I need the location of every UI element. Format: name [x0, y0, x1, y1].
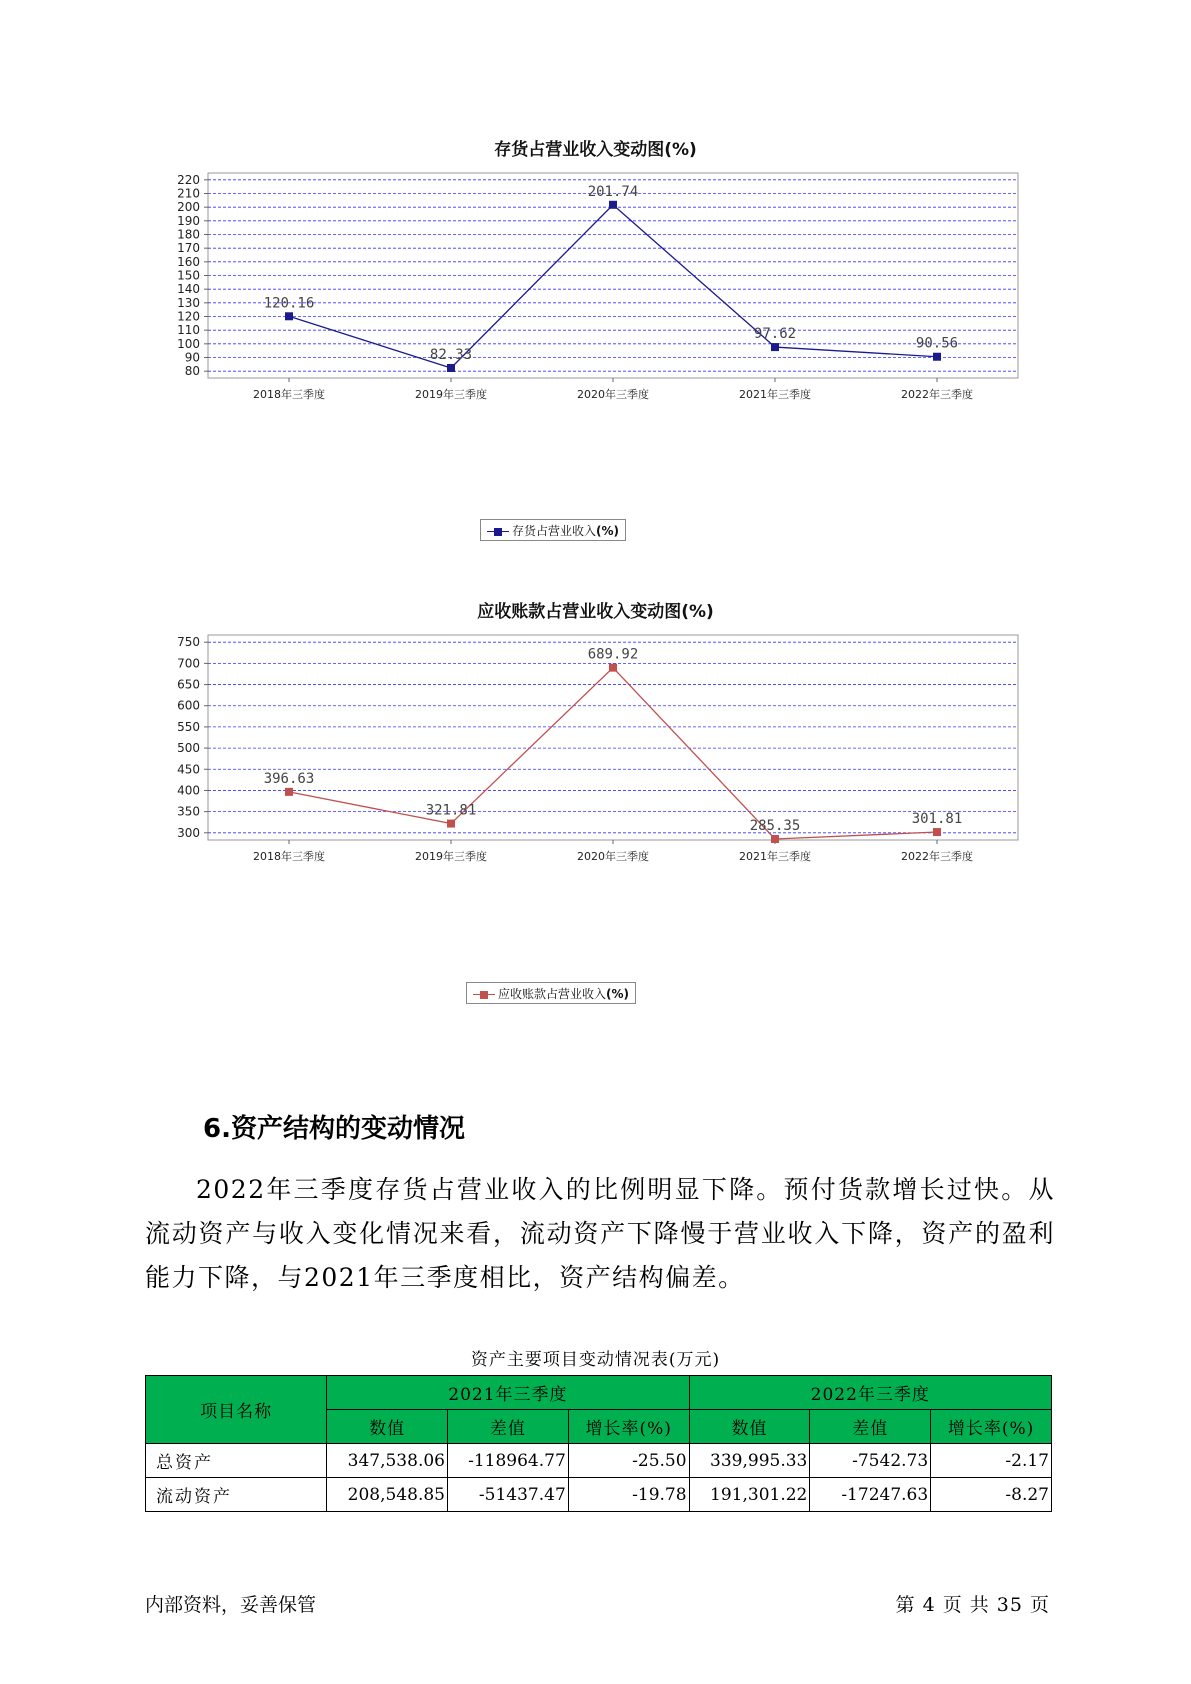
- x-tick-label: 2018年三季度: [253, 850, 325, 863]
- subheader-growth: 增长率(%): [568, 1410, 689, 1444]
- cell: -118964.77: [447, 1444, 568, 1478]
- footer-confidential-note: 内部资料，妥善保管: [145, 1594, 317, 1616]
- y-tick-label: 210: [177, 186, 200, 201]
- data-label: 90.56: [915, 335, 959, 352]
- legend-label: 存货占营业收入: [512, 524, 597, 538]
- cell: 347,538.06: [327, 1444, 448, 1478]
- legend-unit: (%): [606, 987, 630, 1001]
- y-tick-label: 140: [177, 282, 200, 297]
- cell: -7542.73: [810, 1444, 931, 1478]
- section-heading: 6.资产结构的变动情况: [203, 1114, 465, 1144]
- y-tick-label: 170: [177, 241, 200, 256]
- cell: -19.78: [568, 1478, 689, 1512]
- header-group-2021: 2021年三季度: [327, 1376, 689, 1410]
- data-label: 97.62: [753, 326, 797, 343]
- subheader-diff: 差值: [810, 1410, 931, 1444]
- y-tick-label: 180: [177, 227, 200, 242]
- y-tick-label: 700: [177, 656, 200, 671]
- subheader-growth: 增长率(%): [931, 1410, 1052, 1444]
- chart-title-receivables: 应收账款占营业收入变动图(%): [477, 602, 714, 622]
- y-tick-label: 100: [177, 336, 200, 351]
- cell: 339,995.33: [689, 1444, 810, 1478]
- x-tick-label: 2022年三季度: [901, 850, 973, 863]
- data-point: [609, 664, 617, 672]
- table-row: [146, 1478, 1052, 1512]
- y-tick-label: 190: [177, 213, 200, 228]
- y-tick-label: 80: [184, 364, 200, 379]
- receivables-ratio-chart: [0, 612, 1191, 982]
- cell: -25.50: [568, 1444, 689, 1478]
- y-tick-label: 130: [177, 295, 200, 310]
- x-tick-label: 2018年三季度: [253, 388, 325, 401]
- legend-marker-icon: [473, 990, 495, 1000]
- y-tick-label: 350: [177, 804, 200, 819]
- y-tick-label: 550: [177, 719, 200, 734]
- data-label: 689.92: [587, 646, 639, 663]
- y-tick-label: 450: [177, 762, 200, 777]
- y-tick-label: 150: [177, 268, 200, 283]
- cell: 191,301.22: [689, 1478, 810, 1512]
- y-tick-label: 600: [177, 698, 200, 713]
- table-caption: 资产主要项目变动情况表(万元): [470, 1350, 721, 1370]
- inventory-ratio-chart: [0, 150, 1191, 520]
- cell: 208,548.85: [327, 1478, 448, 1512]
- row-name: 总资产: [146, 1444, 327, 1478]
- data-point: [933, 828, 941, 836]
- data-point: [771, 343, 779, 351]
- subheader-value: 数值: [327, 1410, 448, 1444]
- x-tick-label: 2021年三季度: [739, 850, 811, 863]
- cell: -2.17: [931, 1444, 1052, 1478]
- data-label: 82.33: [429, 346, 473, 363]
- y-tick-label: 160: [177, 254, 200, 269]
- data-point: [609, 201, 617, 209]
- y-tick-label: 300: [177, 825, 200, 840]
- data-label: 301.81: [911, 811, 963, 828]
- table-header-row: [146, 1376, 1052, 1410]
- legend-inventory: [480, 519, 626, 541]
- y-tick-label: 500: [177, 741, 200, 756]
- table-row: [146, 1444, 1052, 1478]
- data-label: 396.63: [263, 770, 315, 787]
- data-point: [933, 353, 941, 361]
- data-label: 120.16: [263, 295, 315, 312]
- y-tick-label: 200: [177, 200, 200, 215]
- x-tick-label: 2020年三季度: [577, 850, 649, 863]
- y-tick-label: 400: [177, 783, 200, 798]
- y-tick-label: 90: [184, 350, 200, 365]
- data-point: [285, 312, 293, 320]
- y-tick-label: 650: [177, 677, 200, 692]
- chart-title-inventory: 存货占营业收入变动图(%): [494, 140, 697, 160]
- data-label: 321.81: [425, 802, 477, 819]
- data-point: [447, 820, 455, 828]
- data-point: [285, 788, 293, 796]
- cell: -17247.63: [810, 1478, 931, 1512]
- x-tick-label: 2022年三季度: [901, 388, 973, 401]
- legend-marker-icon: [487, 527, 509, 537]
- x-tick-label: 2021年三季度: [739, 388, 811, 401]
- cell: -8.27: [931, 1478, 1052, 1512]
- legend-label: 应收账款占营业收入: [498, 987, 607, 1001]
- y-tick-label: 120: [177, 309, 200, 324]
- y-tick-label: 750: [177, 635, 200, 650]
- row-name: 流动资产: [146, 1478, 327, 1512]
- data-point: [447, 364, 455, 372]
- data-label: 285.35: [749, 818, 801, 835]
- legend-receivables: [466, 982, 636, 1004]
- legend-unit: (%): [596, 524, 620, 538]
- data-point: [771, 835, 779, 843]
- x-tick-label: 2019年三季度: [415, 388, 487, 401]
- footer-page-number: 第 4 页 共 35 页: [895, 1594, 1050, 1616]
- cell: -51437.47: [447, 1478, 568, 1512]
- x-tick-label: 2020年三季度: [577, 388, 649, 401]
- header-item-name: 项目名称: [146, 1376, 327, 1444]
- subheader-diff: 差值: [447, 1410, 568, 1444]
- asset-change-table: [145, 1375, 1052, 1512]
- y-tick-label: 110: [177, 323, 200, 338]
- y-tick-label: 220: [177, 172, 200, 187]
- section-paragraph: 2022年三季度存货占营业收入的比例明显下降。预付货款增长过快。从流动资产与收入变化情况来看，流动资产下降慢于营业收入下降，资产的盈利能力下降，与2021年三季度相比，资产结构偏差。: [145, 1175, 1055, 1292]
- x-tick-label: 2019年三季度: [415, 850, 487, 863]
- subheader-value: 数值: [689, 1410, 810, 1444]
- header-group-2022: 2022年三季度: [689, 1376, 1051, 1410]
- data-label: 201.74: [587, 183, 639, 200]
